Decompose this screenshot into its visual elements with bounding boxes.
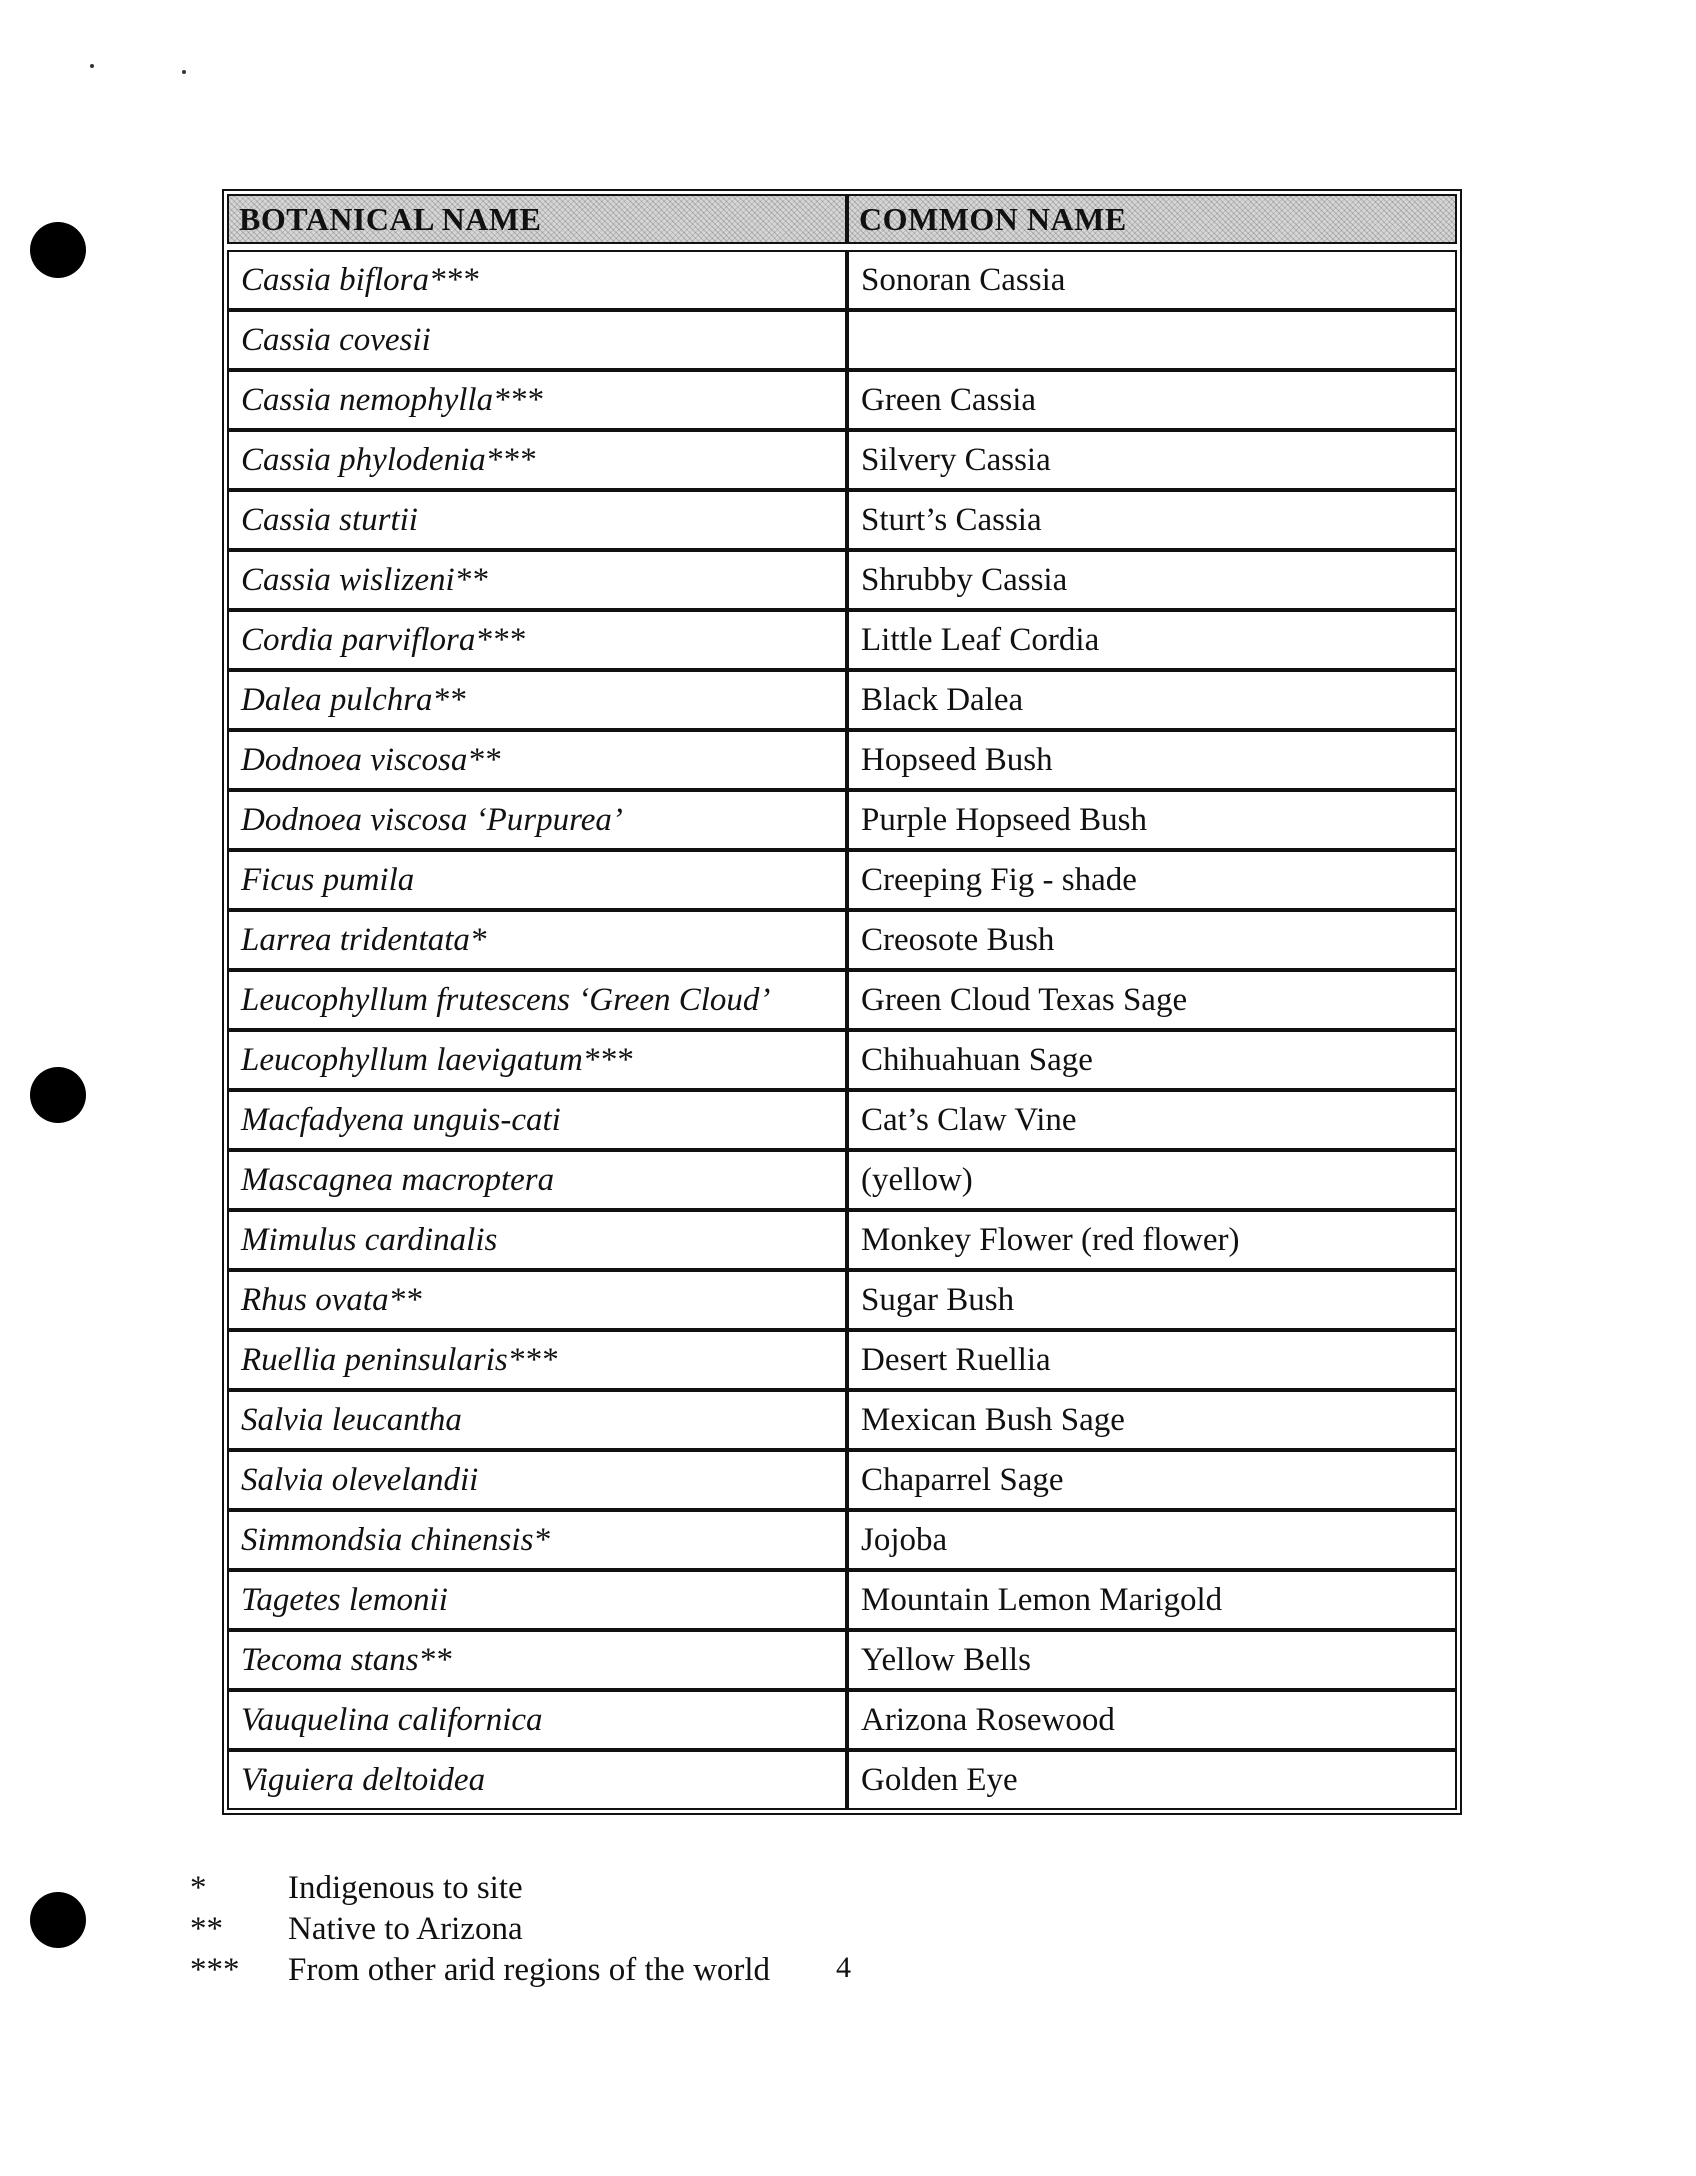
page-number: 4 — [836, 1951, 851, 1984]
scan-speck — [182, 70, 186, 74]
common-name-cell: Little Leaf Cordia — [847, 610, 1457, 670]
table-row — [227, 1390, 1457, 1450]
table-row — [227, 1510, 1457, 1570]
botanical-name-cell: Tecoma stans** — [227, 1630, 847, 1690]
table-row — [227, 730, 1457, 790]
legend-symbol: *** — [190, 1952, 240, 1988]
table-row — [227, 1690, 1457, 1750]
common-name-cell: Sturt’s Cassia — [847, 490, 1457, 550]
table-row — [227, 850, 1457, 910]
botanical-name-cell: Salvia olevelandii — [227, 1450, 847, 1510]
common-name-cell: (yellow) — [847, 1150, 1457, 1210]
botanical-name-cell: Dodnoea viscosa** — [227, 730, 847, 790]
common-name-cell: Chaparrel Sage — [847, 1450, 1457, 1510]
common-name-cell: Black Dalea — [847, 670, 1457, 730]
common-name-cell: Arizona Rosewood — [847, 1690, 1457, 1750]
legend-symbol: * — [190, 1870, 207, 1906]
table-row — [227, 1630, 1457, 1690]
botanical-name-cell: Salvia leucantha — [227, 1390, 847, 1450]
common-name-cell: Creosote Bush — [847, 910, 1457, 970]
scan-speck — [90, 64, 94, 68]
table-row — [227, 1330, 1457, 1390]
botanical-name-cell: Simmondsia chinensis* — [227, 1510, 847, 1570]
common-name-cell: Creeping Fig - shade — [847, 850, 1457, 910]
botanical-name-cell: Tagetes lemonii — [227, 1570, 847, 1630]
table-row — [227, 1210, 1457, 1270]
common-name-cell: Silvery Cassia — [847, 430, 1457, 490]
botanical-name-cell: Vauquelina californica — [227, 1690, 847, 1750]
legend-text: Native to Arizona — [288, 1911, 523, 1947]
common-name-cell: Green Cassia — [847, 370, 1457, 430]
botanical-name-cell: Cordia parviflora*** — [227, 610, 847, 670]
table-row — [227, 430, 1457, 490]
botanical-name-cell: Larrea tridentata* — [227, 910, 847, 970]
table-row — [227, 1150, 1457, 1210]
header-common-name: COMMON NAME — [847, 194, 1457, 244]
legend-text: From other arid regions of the world — [288, 1952, 771, 1988]
table-row — [227, 610, 1457, 670]
botanical-name-cell: Cassia wislizeni** — [227, 550, 847, 610]
table-row — [227, 310, 1457, 370]
table-row — [227, 1750, 1457, 1810]
common-name-cell: Golden Eye — [847, 1750, 1457, 1810]
plant-table — [222, 189, 1462, 1815]
botanical-name-cell: Mimulus cardinalis — [227, 1210, 847, 1270]
table-row — [227, 1090, 1457, 1150]
common-name-cell: Sugar Bush — [847, 1270, 1457, 1330]
botanical-name-cell: Macfadyena unguis-cati — [227, 1090, 847, 1150]
table-row — [227, 1450, 1457, 1510]
botanical-name-cell: Viguiera deltoidea — [227, 1750, 847, 1810]
common-name-cell: Monkey Flower (red flower) — [847, 1210, 1457, 1270]
common-name-cell: Desert Ruellia — [847, 1330, 1457, 1390]
header-botanical-name: BOTANICAL NAME — [227, 194, 847, 244]
punch-hole-middle — [30, 1067, 86, 1123]
table-row — [227, 550, 1457, 610]
table-row — [227, 970, 1457, 1030]
botanical-name-cell: Leucophyllum frutescens ‘Green Cloud’ — [227, 970, 847, 1030]
botanical-name-cell: Cassia biflora*** — [227, 250, 847, 310]
table-row — [227, 1270, 1457, 1330]
botanical-name-cell: Cassia sturtii — [227, 490, 847, 550]
botanical-name-cell: Rhus ovata** — [227, 1270, 847, 1330]
common-name-cell: Jojoba — [847, 1510, 1457, 1570]
punch-hole-top — [30, 222, 86, 278]
common-name-cell: Cat’s Claw Vine — [847, 1090, 1457, 1150]
legend — [190, 1868, 770, 1991]
punch-hole-bottom — [30, 1892, 86, 1948]
table-row — [227, 790, 1457, 850]
botanical-name-cell: Cassia nemophylla*** — [227, 370, 847, 430]
botanical-name-cell: Dalea pulchra** — [227, 670, 847, 730]
table-row — [227, 1570, 1457, 1630]
common-name-cell: Hopseed Bush — [847, 730, 1457, 790]
botanical-name-cell: Mascagnea macroptera — [227, 1150, 847, 1210]
common-name-cell: Mountain Lemon Marigold — [847, 1570, 1457, 1630]
legend-symbol: ** — [190, 1911, 223, 1947]
botanical-name-cell: Ficus pumila — [227, 850, 847, 910]
common-name-cell: Shrubby Cassia — [847, 550, 1457, 610]
botanical-name-cell: Dodnoea viscosa ‘Purpurea’ — [227, 790, 847, 850]
common-name-cell: Sonoran Cassia — [847, 250, 1457, 310]
table-row — [227, 250, 1457, 310]
botanical-name-cell: Ruellia peninsularis*** — [227, 1330, 847, 1390]
table-row — [227, 1030, 1457, 1090]
table-header-row — [227, 194, 1457, 244]
common-name-cell: Yellow Bells — [847, 1630, 1457, 1690]
table-body — [227, 244, 1457, 1810]
plant-table-grid — [227, 194, 1457, 1810]
table-row — [227, 670, 1457, 730]
legend-text: Indigenous to site — [288, 1870, 523, 1906]
common-name-cell: Mexican Bush Sage — [847, 1390, 1457, 1450]
common-name-cell: Purple Hopseed Bush — [847, 790, 1457, 850]
legend-item — [190, 1909, 770, 1950]
common-name-cell — [847, 310, 1457, 370]
table-row — [227, 490, 1457, 550]
botanical-name-cell: Cassia phylodenia*** — [227, 430, 847, 490]
common-name-cell: Chihuahuan Sage — [847, 1030, 1457, 1090]
legend-item — [190, 1868, 770, 1909]
legend-item — [190, 1950, 770, 1991]
common-name-cell: Green Cloud Texas Sage — [847, 970, 1457, 1030]
table-row — [227, 910, 1457, 970]
table-row — [227, 370, 1457, 430]
botanical-name-cell: Cassia covesii — [227, 310, 847, 370]
botanical-name-cell: Leucophyllum laevigatum*** — [227, 1030, 847, 1090]
